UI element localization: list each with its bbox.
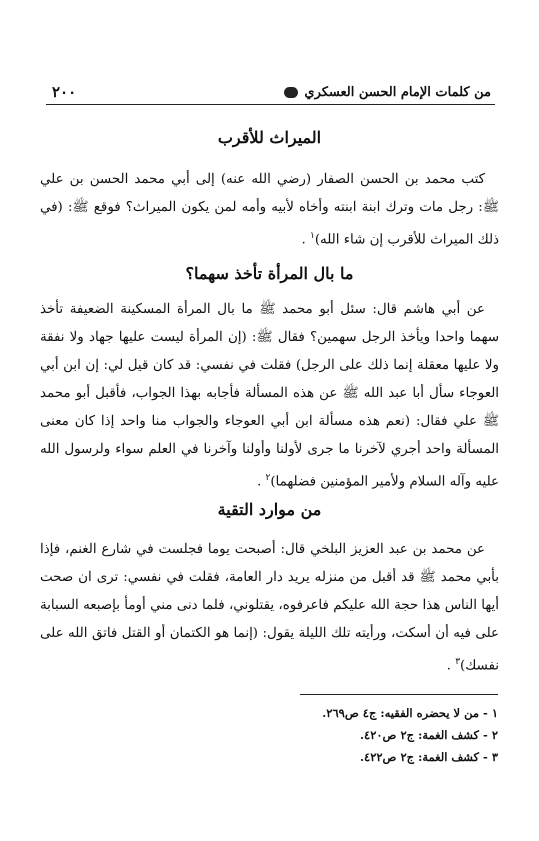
footnote-ref: ٢ [265, 473, 271, 483]
footnote-item: ٢ - كشف الغمة: ج٢ ص٤٢٠. [360, 728, 498, 742]
footnote-ref: ٣ [455, 657, 461, 667]
footnote-item: ٣ - كشف الغمة: ج٢ ص٤٢٢. [360, 750, 498, 764]
section-paragraph-woman-share: عن أبي هاشم قال: سئل أبو محمد ﷺ ما بال المرأة المسكينة الضعيفة تأخذ سهما واحدا ويأخذ الرجل سهمين؟ فقال ﷺ: (إن المرأة ليست عليها جهاد ولا نفقة ولا عليها معقلة إنما ذلك على الرجل) فقلت في نفسي: قد كان قيل لي: إن ابن أبي العوجاء سأل أبا عبد الله ﷺ عن هذه المسألة فأجابه بهذا الجواب، فأقبل أبو محمد ﷺ علي فقال: (نعم هذه مسألة ابن أبي العوجاء والجواب منا واحد إذا كان معنى المسألة واحد أجري لآخرنا ما جرى لأولنا وأولنا وآخرنا في العلم سواء ولرسول الله عليه وآله السلام ولأمير المؤمنين فضلهما)$^٢$ . [40, 302, 499, 490]
section-paragraph-inheritance: كتب محمد بن الحسن الصفار (رضي الله عنه) إلى أبي محمد الحسن بن علي ﷺ: رجل مات وترك ابنة ابنته وأخاه لأبيه وأمه لمن يكون الميراث؟ فوقع ﷺ: (في ذلك الميراث للأقرب إن شاء الله)$^١$ . [40, 172, 499, 248]
running-header [46, 80, 495, 105]
footnote-item: ١ - من لا يحضره الفقيه: ج٤ ص٢٦٩. [322, 706, 498, 720]
footnotes-list [200, 702, 498, 768]
section-paragraph-taqiyya: عن محمد بن عبد العزيز البلخي قال: أصبحت يوما فجلست في شارع الغنم، فإذا بأبي محمد ﷺ قد أقبل من منزله يريد دار العامة، فقلت في نفسي: ترى ان صحت أيها الناس هذا حجة الله عليكم فاعرفوه، يقتلوني، فلما دنى مني أومأ بإصبعه السبابة على فيه أن أسكت، ورأيته تلك الليلة يقول: (إنما هو الكتمان أو القتل فاتق الله على نفسك)$^٣$ . [40, 542, 499, 674]
section-title-inheritance: الميراث للأقرب [217, 128, 322, 147]
page-number: ٢٠٠ [52, 83, 77, 101]
honorific-seal-icon [284, 87, 298, 98]
section-title-taqiyya: من موارد التقية [217, 500, 322, 519]
section-title-woman-share: ما بال المرأة تأخذ سهما؟ [185, 264, 354, 283]
footnote-divider [300, 694, 498, 695]
running-title: من كلمات الإمام الحسن العسكري [282, 85, 495, 100]
footnote-ref: ١ [309, 231, 315, 241]
